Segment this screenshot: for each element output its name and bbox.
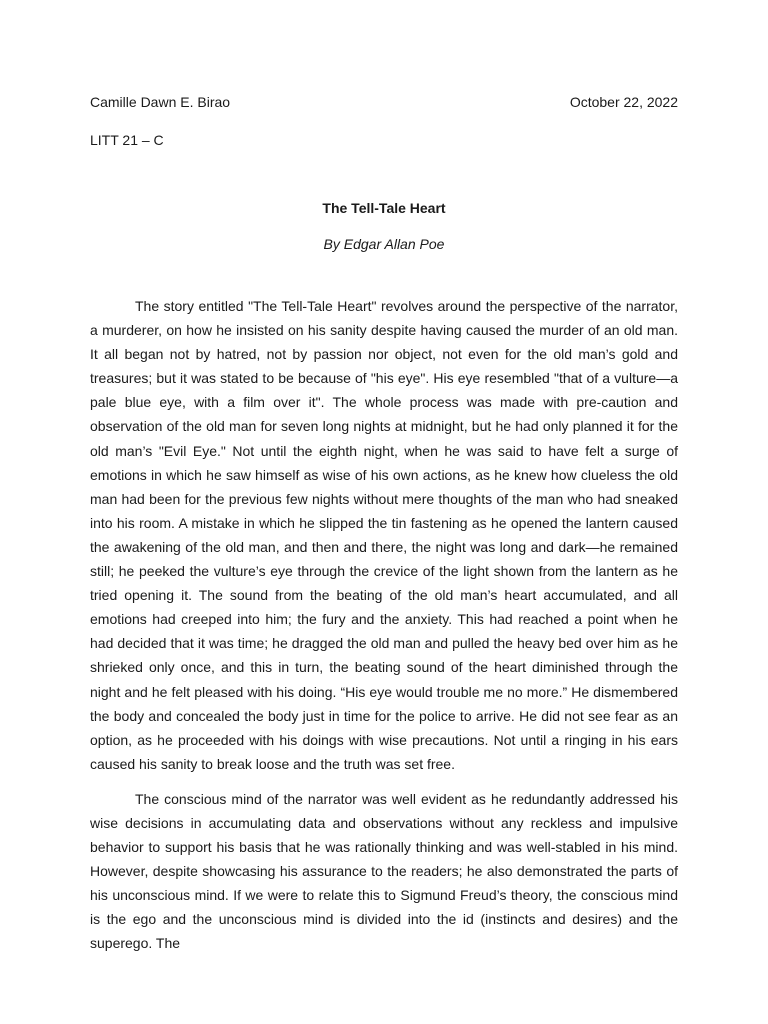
paragraph-1: The story entitled "The Tell-Tale Heart" revolves around the perspective of the narrator, a murderer, on how he insisted on his sanity despite having caused the murder of an old man. It all began not by hatred, not by passion nor object, not even for the old man’s gold and treasures; but it was stated to be because of "his eye". His eye resembled "that of a vulture—a pale blue eye, with a film over it". The whole process was made with pre-caution and observation of the old man for seven long nights at midnight, but he had only planned it for the old man’s "Evil Eye." Not until the eighth night, when he was said to have felt a surge of emotions in which he saw himself as wise of his own actions, as he knew how clueless the old man had been for the previous few nights without mere thoughts of the man who had sneaked into his room. A mistake in which he slipped the tin fastening as he opened the lantern caused the awakening of the old man, and then and there, the night was long and dark—he remained still; he peeked the vulture’s eye through the crevice of the light shown from the lantern as he tried opening it. The sound from the beating of the old man’s heart accumulated, and all emotions had creeped into him; the fury and the anxiety. This had reached a point when he had decided that it was time; he dragged the old man and pulled the heavy bed over him as he shrieked only once, and this in turn, the beating sound of the heart diminished through the night and he felt pleased with his doing. “His eye would trouble me no more.” He dismembered the body and concealed the body just in time for the police to arrive. He did not see fear as an option, as he proceeded with his doings with wise precautions. Not until a ringing in his ears caused his sanity to break loose and the truth was set free. (90, 298, 678, 772)
essay-byline: By Edgar Allan Poe (323, 236, 445, 252)
course-code: LITT 21 – C (90, 132, 164, 148)
header-row (90, 92, 678, 112)
submission-date: October 22, 2022 (569, 94, 678, 110)
paragraph-2: The conscious mind of the narrator was well evident as he redundantly addressed his wise decisions in accumulating data and observations without any reckless and impulsive behavior to support his basis that he was rationally thinking and was well-stabled in his mind. However, despite showcasing his assurance to the readers; he also demonstrated the parts of his unconscious mind. If we were to relate this to Sigmund Freud’s theory, the conscious mind is the ego and the unconscious mind is divided into the id (instincts and desires) and the superego. The (90, 790, 678, 952)
essay-title: The Tell-Tale Heart (322, 200, 446, 216)
author-name: Camille Dawn E. Birao (90, 94, 231, 110)
essay-body (90, 294, 678, 956)
